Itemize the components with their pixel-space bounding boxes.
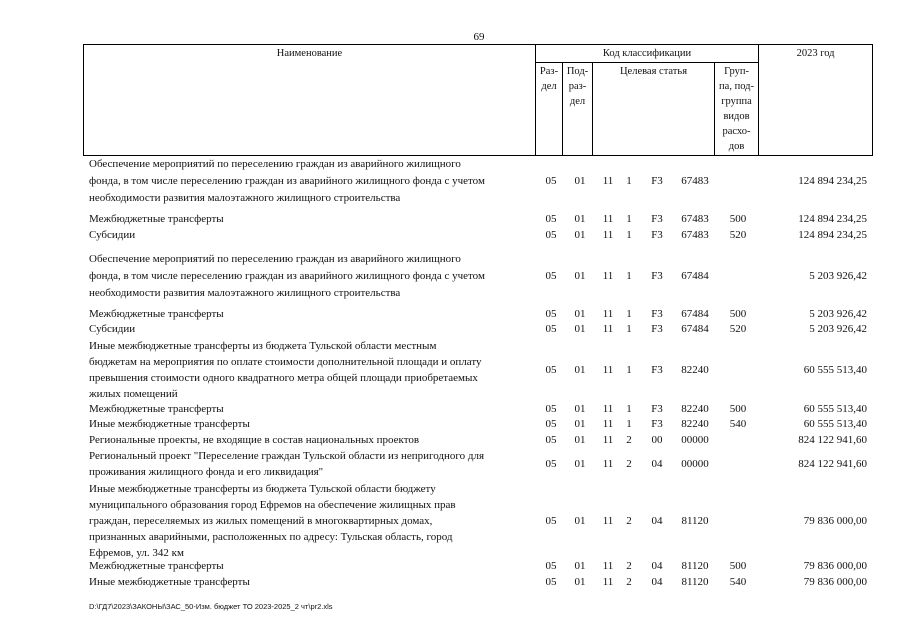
row-amount: 5 203 926,42 <box>809 308 867 320</box>
row-amount: 79 836 000,00 <box>803 560 867 572</box>
row-podrazdel: 01 <box>574 175 586 187</box>
row-name: Обеспечение мероприятий по переселению граждан из аварийного жилищного фонда, в том числе переселению граждан из аварийного жилищного фонда с учетом необходимости развития малоэтажного жилищного строительства <box>89 253 485 299</box>
row-target-article-type: 2 <box>626 434 632 446</box>
row-target-article-direction: 67483 <box>681 175 709 187</box>
row-target-article-program: 11 <box>602 175 614 187</box>
row-target-article-project: F3 <box>651 213 663 225</box>
row-expense-type: 500 <box>729 403 747 415</box>
row-target-article-project: F3 <box>651 270 663 282</box>
table-row <box>0 156 905 207</box>
row-name: Субсидии <box>89 229 136 241</box>
page-number: 69 <box>473 31 485 43</box>
row-target-article-type: 1 <box>626 308 632 320</box>
table-row <box>0 338 905 402</box>
row-target-article-type: 1 <box>626 418 632 430</box>
row-name: Межбюджетные трансферты <box>89 403 224 415</box>
row-razdel: 05 <box>545 560 557 572</box>
row-podrazdel: 01 <box>574 229 586 241</box>
row-target-article-project: 00 <box>651 434 663 446</box>
row-target-article-type: 2 <box>626 576 632 588</box>
row-razdel: 05 <box>545 270 557 282</box>
row-target-article-direction: 82240 <box>681 418 709 430</box>
row-target-article-program: 11 <box>602 229 614 241</box>
row-target-article-type: 1 <box>626 364 632 376</box>
header-name: Наименование <box>84 45 536 156</box>
table-row <box>0 558 905 574</box>
row-podrazdel: 01 <box>574 576 586 588</box>
row-target-article-program: 11 <box>602 458 614 470</box>
row-target-article-project: 04 <box>651 560 663 572</box>
row-name: Межбюджетные трансферты <box>89 560 224 572</box>
row-amount: 5 203 926,42 <box>809 270 867 282</box>
table-row <box>0 416 905 432</box>
row-target-article-program: 11 <box>602 418 614 430</box>
row-amount: 60 555 513,40 <box>803 364 867 376</box>
row-target-article-program: 11 <box>602 434 614 446</box>
row-target-article-direction: 81120 <box>681 576 709 588</box>
header-code-group: Код классификации <box>536 45 759 63</box>
row-razdel: 05 <box>545 418 557 430</box>
row-target-article-direction: 81120 <box>681 560 709 572</box>
row-expense-type: 500 <box>729 213 747 225</box>
row-target-article-project: 04 <box>651 515 663 527</box>
row-podrazdel: 01 <box>574 560 586 572</box>
row-target-article-program: 11 <box>602 576 614 588</box>
table-row <box>0 401 905 417</box>
table-row <box>0 321 905 337</box>
row-name: Субсидии <box>89 323 136 335</box>
row-expense-type: 520 <box>729 229 747 241</box>
row-amount: 60 555 513,40 <box>803 418 867 430</box>
row-target-article-direction: 67484 <box>681 308 709 320</box>
row-name: Иные межбюджетные трансферты из бюджета Тульской области бюджету муниципального образования город Ефремов на обеспечение жилищных прав граждан, переселяемых из жилых помещений в многоквартирных домах, признанных аварийными, расположенных по адресу: Тульская область, город Ефремов, ул. 342 км <box>89 483 456 559</box>
table-row <box>0 432 905 448</box>
row-target-article-direction: 82240 <box>681 403 709 415</box>
row-razdel: 05 <box>545 308 557 320</box>
row-target-article-direction: 67483 <box>681 229 709 241</box>
row-target-article-program: 11 <box>602 560 614 572</box>
row-podrazdel: 01 <box>574 418 586 430</box>
row-expense-type: 540 <box>729 576 747 588</box>
row-target-article-program: 11 <box>602 364 614 376</box>
header-group: Груп- па, под- группа видов расхо- дов <box>715 63 759 156</box>
table-row <box>0 306 905 322</box>
row-name: Иные межбюджетные трансферты <box>89 576 250 588</box>
header-podrazdel: Под- раз- дел <box>563 63 593 156</box>
row-target-article-project: F3 <box>651 403 663 415</box>
row-target-article-type: 2 <box>626 560 632 572</box>
row-target-article-program: 11 <box>602 213 614 225</box>
row-target-article-type: 1 <box>626 229 632 241</box>
row-name: Региональные проекты, не входящие в состав национальных проектов <box>89 434 420 446</box>
table-row <box>0 574 905 590</box>
row-target-article-project: F3 <box>651 308 663 320</box>
row-target-article-project: F3 <box>651 175 663 187</box>
row-podrazdel: 01 <box>574 213 586 225</box>
row-target-article-type: 1 <box>626 323 632 335</box>
row-podrazdel: 01 <box>574 403 586 415</box>
row-target-article-project: 04 <box>651 458 663 470</box>
footer-file-path: D:\ГД7\2023\ЗАКОНЫ\ЗАС_50-Изм. бюджет ТО 2023-2025_2 чт\pr2.xls <box>89 602 333 611</box>
row-target-article-type: 2 <box>626 458 632 470</box>
row-target-article-project: F3 <box>651 364 663 376</box>
table-row <box>0 481 905 561</box>
row-expense-type: 500 <box>729 560 747 572</box>
row-amount: 124 894 234,25 <box>798 175 867 187</box>
row-name: Иные межбюджетные трансферты <box>89 418 250 430</box>
row-podrazdel: 01 <box>574 434 586 446</box>
row-razdel: 05 <box>545 434 557 446</box>
row-razdel: 05 <box>545 213 557 225</box>
row-amount: 124 894 234,25 <box>798 229 867 241</box>
row-expense-type: 540 <box>729 418 747 430</box>
header-target-article: Целевая статья <box>593 63 715 156</box>
row-target-article-program: 11 <box>602 270 614 282</box>
row-razdel: 05 <box>545 364 557 376</box>
header-razdel: Раз- дел <box>536 63 563 156</box>
row-target-article-type: 1 <box>626 213 632 225</box>
row-target-article-project: F3 <box>651 418 663 430</box>
row-expense-type: 520 <box>729 323 747 335</box>
row-name: Обеспечение мероприятий по переселению граждан из аварийного жилищного фонда, в том числе переселению граждан из аварийного жилищного фонда с учетом необходимости развития малоэтажного жилищного строительства <box>89 158 485 204</box>
row-target-article-direction: 82240 <box>681 364 709 376</box>
row-target-article-project: 04 <box>651 576 663 588</box>
row-podrazdel: 01 <box>574 364 586 376</box>
row-razdel: 05 <box>545 229 557 241</box>
table-row <box>0 251 905 302</box>
row-target-article-project: F3 <box>651 229 663 241</box>
row-podrazdel: 01 <box>574 323 586 335</box>
row-amount: 824 122 941,60 <box>798 458 867 470</box>
row-amount: 5 203 926,42 <box>809 323 867 335</box>
row-razdel: 05 <box>545 458 557 470</box>
row-podrazdel: 01 <box>574 270 586 282</box>
row-target-article-direction: 81120 <box>681 515 709 527</box>
table-row <box>0 448 905 480</box>
row-target-article-direction: 00000 <box>681 434 709 446</box>
row-target-article-direction: 67484 <box>681 323 709 335</box>
row-amount: 79 836 000,00 <box>803 576 867 588</box>
row-target-article-type: 1 <box>626 270 632 282</box>
table-row <box>0 227 905 243</box>
row-target-article-program: 11 <box>602 403 614 415</box>
row-target-article-direction: 67484 <box>681 270 709 282</box>
row-razdel: 05 <box>545 515 557 527</box>
row-name: Межбюджетные трансферты <box>89 308 224 320</box>
row-amount: 124 894 234,25 <box>798 213 867 225</box>
row-target-article-direction: 00000 <box>681 458 709 470</box>
row-name: Региональный проект "Переселение граждан Тульской области из непригодного для проживания жилищного фонда и его ликвидация" <box>89 450 485 478</box>
row-target-article-type: 2 <box>626 515 632 527</box>
row-amount: 79 836 000,00 <box>803 515 867 527</box>
row-target-article-type: 1 <box>626 403 632 415</box>
row-podrazdel: 01 <box>574 308 586 320</box>
row-razdel: 05 <box>545 576 557 588</box>
row-target-article-direction: 67483 <box>681 213 709 225</box>
row-target-article-type: 1 <box>626 175 632 187</box>
row-razdel: 05 <box>545 175 557 187</box>
row-amount: 824 122 941,60 <box>798 434 867 446</box>
row-expense-type: 500 <box>729 308 747 320</box>
row-name: Межбюджетные трансферты <box>89 213 224 225</box>
table-row <box>0 211 905 227</box>
row-razdel: 05 <box>545 403 557 415</box>
row-target-article-project: F3 <box>651 323 663 335</box>
header-year: 2023 год <box>759 45 873 156</box>
row-target-article-program: 11 <box>602 308 614 320</box>
row-podrazdel: 01 <box>574 515 586 527</box>
row-razdel: 05 <box>545 323 557 335</box>
row-amount: 60 555 513,40 <box>803 403 867 415</box>
row-target-article-program: 11 <box>602 515 614 527</box>
row-target-article-program: 11 <box>602 323 614 335</box>
row-name: Иные межбюджетные трансферты из бюджета Тульской области местным бюджетам на мероприятия по оплате стоимости дополнительной площади и оплату превышения стоимости одного квадратного метра общей площади приобретаемых жилых помещений <box>89 340 482 400</box>
row-podrazdel: 01 <box>574 458 586 470</box>
